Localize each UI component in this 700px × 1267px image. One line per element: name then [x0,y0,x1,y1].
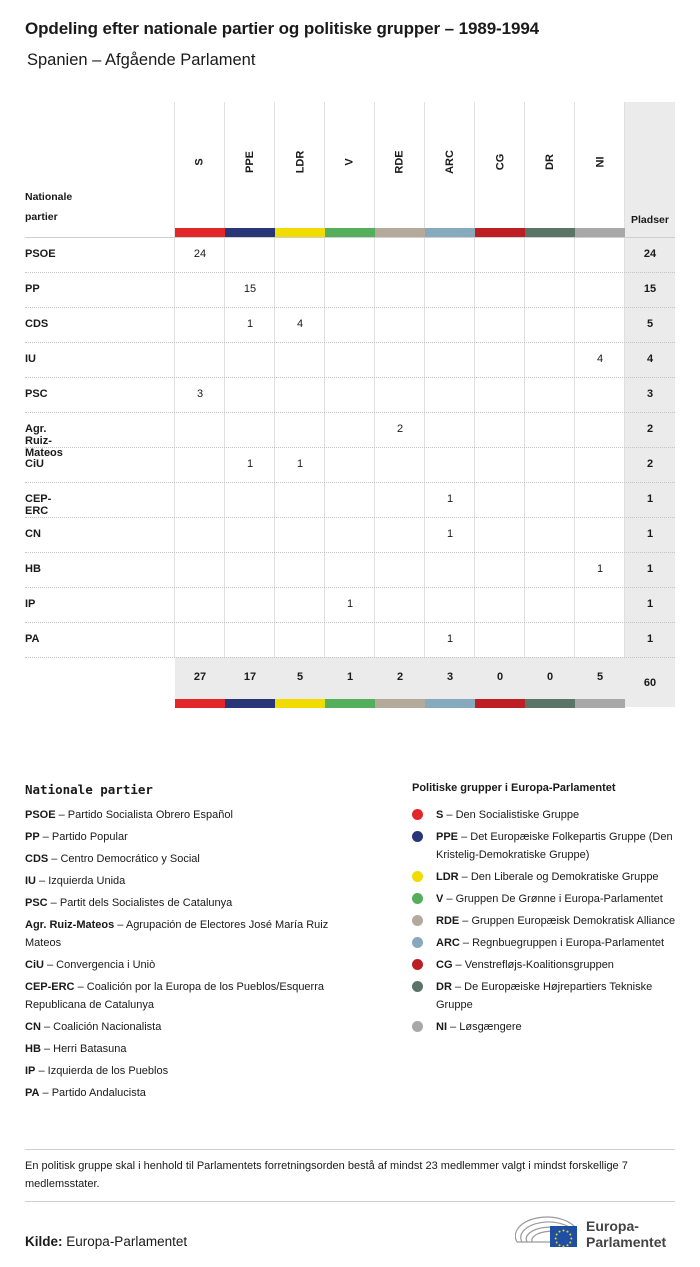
party-total-seats: 24 [643,248,657,260]
grand-total-seats: 60 [643,677,657,689]
group-header-ppe [225,150,275,174]
party-row-label: CN [25,528,41,540]
party-legend-item [25,828,365,846]
party-total-seats: 2 [646,423,654,435]
row-divider [25,307,675,308]
group-header-ni [575,152,625,166]
group-legend-item [412,912,680,930]
party-row-label: CEP-ERC [25,493,52,517]
group-legend-name: – Den Socialistiske Gruppe [443,809,580,821]
group-header-label: CG [494,153,506,171]
seat-value: 3 [196,388,204,400]
group-color-dot-icon [412,937,423,948]
row-divider [25,447,675,448]
group-color-bar-top [475,228,525,237]
group-color-bar-top [375,228,425,237]
seat-value: 1 [296,458,304,470]
group-header-dr [525,152,575,170]
party-legend-item [25,916,365,952]
party-legend-abbr: PP [25,831,40,843]
party-legend-name: – Coalición por la Europa de los Pueblos/Esquerra Republicana de Catalunya [25,981,324,1011]
party-total-seats: 2 [646,458,654,470]
footnote: En politisk gruppe skal i henhold til Parlamentets forretningsorden bestå af mindst 23 medlemmer valgt i mindst forskellige 7 medlemsstater. [25,1160,628,1190]
party-total-seats: 1 [646,598,654,610]
seat-value: 4 [596,353,604,365]
group-legend-item [412,868,680,886]
party-row-label: Agr. Ruiz-Mateos [25,423,63,459]
group-total: 17 [243,671,257,683]
party-legend-item [25,806,365,824]
row-divider [25,587,675,588]
group-legend-abbr: V [436,893,444,905]
group-legend-abbr: CG [436,959,453,971]
party-legend-name: – Partido Socialista Obrero Español [55,809,233,821]
party-total-seats: 1 [646,493,654,505]
party-legend-name: – Partit dels Socialistes de Catalunya [47,897,233,909]
group-total: 0 [496,671,504,683]
seat-value: 24 [193,248,207,260]
seat-value: 1 [446,633,454,645]
party-legend-item [25,850,365,868]
source [25,1234,187,1249]
group-color-bar-top [525,228,575,237]
party-legend-name: – Partido Popular [39,831,128,843]
group-color-bar-bottom [575,699,625,708]
party-row-label: CiU [25,458,44,470]
seats-header-label: Pladser [631,214,669,226]
party-legend-item [25,956,365,974]
group-legend-item [412,890,680,908]
group-total: 1 [346,671,354,683]
group-header-cg [475,152,525,171]
party-legend-name: – Partido Andalucista [39,1087,146,1099]
groups-legend [412,806,680,1040]
group-legend-name: – Gruppen Europæisk Demokratisk Alliance [459,915,676,927]
seat-value: 4 [296,318,304,330]
group-color-bar-bottom [475,699,525,708]
group-color-bar-top [575,228,625,237]
party-legend-abbr: IU [25,875,36,887]
party-legend-abbr: CDS [25,853,49,865]
group-header-label: PPE [243,150,256,174]
seat-value: 15 [243,283,257,295]
group-legend-abbr: ARC [436,937,460,949]
group-color-bar-top [425,228,475,237]
group-color-dot-icon [412,915,423,926]
ep-logo-text [586,1218,666,1250]
group-legend-item [412,978,680,1014]
group-legend-name: – De Europæiske Højrepartiers Tekniske Gruppe [436,981,653,1011]
group-color-bar-top [325,228,375,237]
column-divider [374,102,375,657]
group-header-label: ARC [444,150,456,174]
party-legend-abbr: PSOE [25,809,56,821]
party-row-label: PSC [25,388,48,400]
group-legend-name: – Den Liberale og Demokratiske Gruppe [458,871,659,883]
group-header-arc [425,150,475,174]
party-row-label: PA [25,633,40,645]
row-divider [25,377,675,378]
column-divider [224,102,225,657]
party-legend-name: – Izquierda de los Pueblos [35,1065,169,1077]
group-header-label: NI [594,156,606,168]
group-color-bar-bottom [175,699,225,708]
group-header-label: V [344,158,356,166]
party-total-seats: 4 [646,353,654,365]
party-total-seats: 1 [646,563,654,575]
group-color-bar-top [275,228,325,237]
group-total: 0 [546,671,554,683]
group-legend-name: – Det Europæiske Folkepartis Gruppe (Den Kristelig-Demokratiske Gruppe) [436,831,673,861]
chart-title: Opdeling efter nationale partier og politiske grupper – 1989-1994 [25,19,540,38]
group-total: 5 [296,671,304,683]
row-divider [25,412,675,413]
party-legend-name: – Centro Democrático y Social [48,853,200,865]
group-color-dot-icon [412,809,423,820]
seat-value: 1 [246,458,254,470]
group-legend-abbr: DR [436,981,452,993]
row-divider [25,657,675,658]
party-row-label: CDS [25,318,49,330]
ep-logo-line2: Parlamentet [586,1234,667,1250]
group-legend-item [412,828,680,864]
party-total-seats: 3 [646,388,654,400]
group-color-dot-icon [412,959,423,970]
row-divider [25,517,675,518]
party-legend-name: – Agrupación de Electores José María Ruiz Mateos [25,919,329,949]
column-divider [424,102,425,657]
party-total-seats: 1 [646,528,654,540]
group-header-label: RDE [393,150,406,174]
column-divider [524,102,525,657]
party-row-label: IU [25,353,36,365]
group-header-ldr [275,150,325,174]
group-legend-item [412,956,680,974]
party-row-label: HB [25,563,41,575]
groups-legend-title: Politiske grupper i Europa-Parlamentet [412,782,616,794]
party-row-label: PP [25,283,40,295]
header-divider [25,237,675,238]
group-color-bar-bottom [325,699,375,708]
group-legend-abbr: NI [436,1021,447,1033]
group-legend-abbr: RDE [436,915,460,927]
group-header-rde [375,150,425,174]
row-divider [25,272,675,273]
group-legend-abbr: LDR [436,871,459,883]
group-total: 5 [596,671,604,683]
party-legend-name: – Herri Batasuna [40,1043,127,1055]
parties-legend-title: Nationale partier [25,782,153,797]
group-color-bar-bottom [225,699,275,708]
group-color-dot-icon [412,831,423,842]
seat-value: 1 [346,598,354,610]
party-legend-name: – Convergencia i Uniò [43,959,156,971]
party-legend-abbr: Agr. Ruiz-Mateos [25,919,115,931]
group-color-dot-icon [412,1021,423,1032]
group-legend-item [412,806,680,824]
party-legend-abbr: CEP-ERC [25,981,75,993]
group-header-label: LDR [293,150,306,174]
group-color-dot-icon [412,871,423,882]
party-legend-name: – Coalición Nacionalista [40,1021,162,1033]
party-row-label: IP [25,598,36,610]
source-value: Europa-Parlamentet [66,1234,188,1249]
party-total-seats: 15 [643,283,657,295]
group-color-bar-top [175,228,225,237]
column-divider [324,102,325,657]
party-legend-item [25,1084,365,1102]
row-divider [25,482,675,483]
group-legend-name: – Regnbuegruppen i Europa-Parlamentet [459,937,665,949]
source-label: Kilde: [25,1234,63,1249]
party-total-seats: 1 [646,633,654,645]
group-legend-name: – Gruppen De Grønne i Europa-Parlamentet [443,893,663,905]
divider-bottom [25,1201,675,1202]
seat-value: 1 [446,493,454,505]
seat-value: 1 [246,318,254,330]
party-legend-abbr: PA [25,1087,40,1099]
column-divider [174,102,175,657]
chart-subtitle: Spanien – Afgående Parlament [27,51,256,69]
party-legend-name: – Izquierda Unida [36,875,126,887]
party-legend-abbr: PSC [25,897,48,909]
group-total: 2 [396,671,404,683]
group-color-bar-bottom [275,699,325,708]
group-legend-name: – Venstrefløjs-Koalitionsgruppen [452,959,614,971]
ep-logo-line1: Europa- [586,1218,639,1234]
party-legend-item [25,894,365,912]
party-legend-abbr: CiU [25,959,44,971]
group-legend-name: – Løsgængere [447,1021,522,1033]
party-legend-item [25,978,365,1014]
group-color-dot-icon [412,893,423,904]
group-header-label: S [194,158,206,166]
group-color-bar-bottom [375,699,425,708]
party-legend-item [25,872,365,890]
party-legend-abbr: IP [25,1065,36,1077]
row-header-label: Nationale partier [25,191,73,223]
row-divider [25,622,675,623]
group-legend-item [412,1018,680,1036]
group-legend-item [412,934,680,952]
party-legend-item [25,1062,365,1080]
seat-value: 2 [396,423,404,435]
group-color-bar-bottom [425,699,475,708]
divider-top [25,1149,675,1150]
party-total-seats: 5 [646,318,654,330]
party-legend-abbr: CN [25,1021,41,1033]
column-divider [274,102,275,657]
column-divider [474,102,475,657]
group-legend-abbr: S [436,809,444,821]
seat-value: 1 [446,528,454,540]
seat-value: 1 [596,563,604,575]
group-total: 27 [193,671,207,683]
party-legend-item [25,1040,365,1058]
parties-legend [25,806,365,1106]
row-divider [25,342,675,343]
group-color-bar-top [225,228,275,237]
group-legend-abbr: PPE [436,831,459,843]
party-legend-item [25,1018,365,1036]
group-color-bar-bottom [525,699,575,708]
group-header-v [325,152,375,166]
row-divider [25,552,675,553]
group-header-s [175,152,225,166]
group-total: 3 [446,671,454,683]
seats-column-background [625,102,675,707]
party-row-label: PSOE [25,248,56,260]
party-legend-abbr: HB [25,1043,41,1055]
group-color-dot-icon [412,981,423,992]
group-header-label: DR [543,154,556,170]
